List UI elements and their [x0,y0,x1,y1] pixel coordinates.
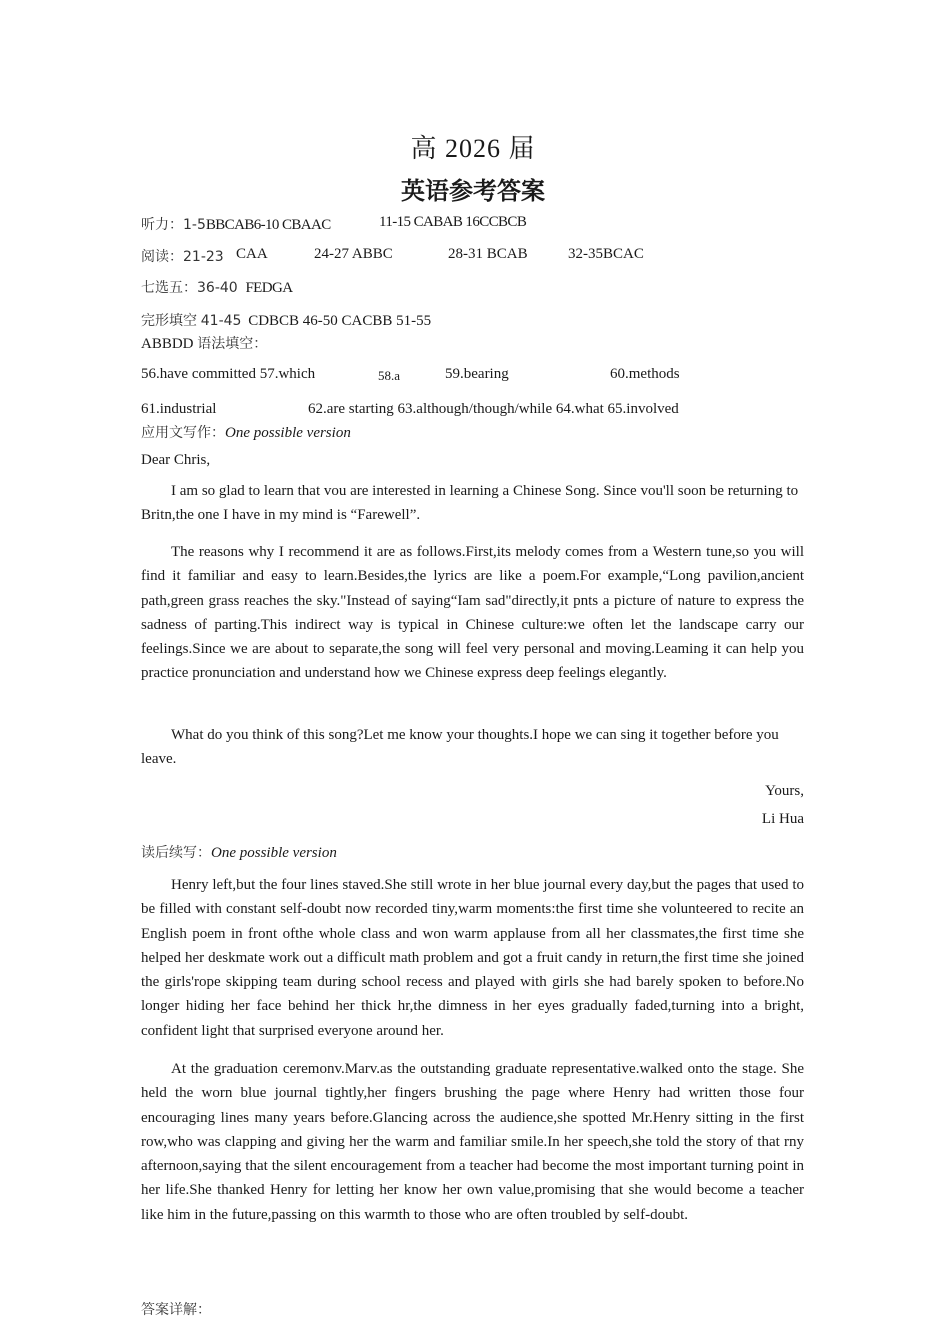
letter-salutation: Dear Chris, [141,452,211,468]
letter-paragraph-1: I am so glad to learn that vou are interested in learning a Chinese Song. Since vou'll soon be returning to Britn,the one I have in my mind is “Farewell”. [141,483,799,524]
letter-closing: Yours, [765,783,804,799]
cloze-answers-text: CDBCB 46-50 CACBB 51-55 [248,313,432,329]
listening-answers-a: BBCAB6-10 CBAAC [205,217,331,233]
continuation-label: 读后续写： [141,845,211,861]
grammar-56-57: 56.have committed 57.which [141,366,316,382]
letter-paragraph-2: The reasons why I recommend it are as follows.First,its melody comes from a Western tune,so you will find it familiar and easy to learn.Besides,the lyrics are like a poem.For example,“Long pavilion,ancient path,green grass reaches the sky."Instead of saying“Iam sad"directly,it pnts a picture of nature to express the sadness of parting.This indirect way is typical in Chinese culture:we often let the landscape carry our feelings.Since we are about to separate,the song will feel very personal and moving.Leaming it can help you practice pronunciation and understand how we Chinese express deep feelings elegantly. [141,544,804,682]
seven-choose-five-answers [141,277,292,297]
grammar-59: 59.bearing [445,366,509,382]
cloze-label: 完形填空 [141,313,197,329]
reading-range: 21-23 [183,249,224,265]
reading-answers-b: 24-27 ABBC [314,246,393,262]
page-title: 英语参考答案 [401,179,545,205]
grammar-58: 58.a [378,368,401,383]
letter-signature: Li Hua [761,811,804,827]
writing-version: One possible version [225,425,351,441]
grammar-61: 61.industrial [141,401,217,417]
listening-range: 1-5 [183,217,206,233]
writing-heading [141,422,351,442]
reading-answers-a: CAA [236,246,268,262]
listening-answers-b: 11-15 CABAB 16CCBCB [379,214,527,230]
grammar-label: 语法填空： [197,336,268,352]
grade-heading: 高 2026 届 [410,134,536,163]
cloze-answers [141,310,431,330]
cloze-and-grammar-line [141,333,267,353]
answer-details-label [141,1299,211,1319]
reading-answers [141,246,644,266]
reading-answers-c: 28-31 BCAB [448,246,528,262]
seven-range: 36-40 [197,280,238,296]
continuation-heading [141,842,337,862]
seven-answers: FEDGA [245,280,293,296]
listening-answers [141,214,527,234]
listening-label: 听力： [141,217,183,233]
cloze-last-answers: ABBDD [141,336,194,352]
grammar-62-65: 62.are starting 63.although/though/while 64.what 65.involved [308,401,679,417]
continuation-paragraph-1: Henry left,but the four lines staved.She still wrote in her blue journal every day,but the pages that used to be filled with constant self-doubt now recorded tiny,warm moments:the first time she volunteered to recite an English poem in front ofthe whole class and won warm applause from all her classmates,the first time she helped her deskmate work out a difficult math problem and got a fruit candy in return,the first time she joined the girls'rope skipping team during school recess and played with girls she had barely spoken to before.No longer hiding her face behind her thick hr,the dimness in her eyes gradually faded,turning into a bright, confident light that surprised everyone around her. [141,877,804,1039]
continuation-paragraph-2: At the graduation ceremonv.Marv.as the outstanding graduate representative.walked onto the stage. She held the worn blue journal tightly,her fingers brushing the page where Henry had written those four encouraging lines many years before.Glancing across the audience,she spotted Mr.Henry sitting in the first row,who was clapping and giving her the warm and familiar smile.In her speech,she told the story of that rny afternoon,saying that the silent encouragement from a teacher had become the most important turning point in her life.She thanked Henry for letting her know her own value,promising that she would become a teacher like him in the future,passing on this warmth to those who are often troubled by self-doubt. [141,1061,804,1223]
continuation-version: One possible version [211,845,337,861]
reading-label: 阅读： [141,249,183,265]
seven-label: 七选五： [141,280,197,296]
letter-paragraph-3: What do you think of this song?Let me know your thoughts.I hope we can sing it together before you leave. [141,727,779,768]
details-label-text: 答案详解： [141,1302,211,1318]
grammar-60: 60.methods [610,366,680,382]
reading-answers-d: 32-35BCAC [568,246,644,262]
cloze-range: 41-45 [200,313,242,329]
writing-label: 应用文写作： [141,425,225,441]
